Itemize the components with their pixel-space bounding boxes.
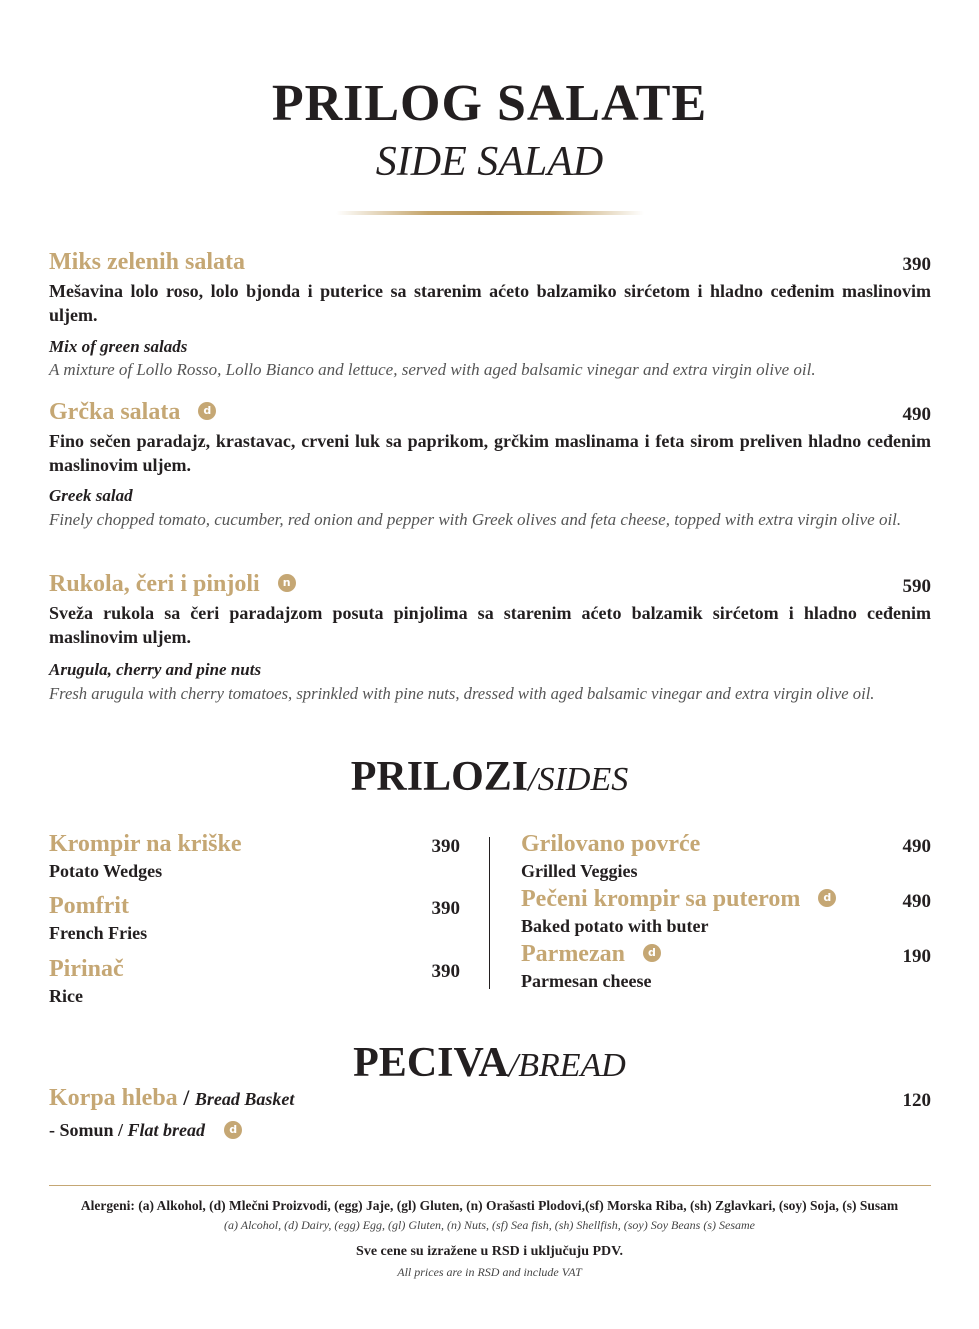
side-english-name: French Fries bbox=[49, 923, 148, 943]
dairy-allergen-icon: d bbox=[818, 889, 836, 907]
salad-description: Fino sečen paradajz, krastavac, crveni luk sa paprikom, grčkim maslinama i feta sirom preliven hladno ceđenim maslinovim uljem. bbox=[49, 431, 931, 475]
sides-title-italic: SIDES bbox=[537, 761, 629, 798]
sides-section-title bbox=[0, 753, 979, 801]
dairy-allergen-icon: d bbox=[643, 944, 661, 962]
side-price: 390 bbox=[431, 961, 460, 982]
side-english-name: Grilled Veggies bbox=[521, 861, 638, 881]
salad-english-description: Fresh arugula with cherry tomatoes, sprinkled with pine nuts, dressed with aged balsamic vinegar and extra virgin olive oil. bbox=[49, 684, 875, 703]
salad-english-name: Arugula, cherry and pine nuts bbox=[49, 660, 262, 679]
salad-english-name: Mix of green salads bbox=[49, 337, 188, 356]
page-subtitle: SIDE SALAD bbox=[375, 139, 604, 185]
side-english-name: Parmesan cheese bbox=[521, 971, 652, 991]
salad-english-description: Finely chopped tomato, cucumber, red onion and pepper with Greek olives and feta cheese, topped with extra virgin olive oil. bbox=[49, 510, 902, 529]
allergen-legend-english: (a) Alcohol, (d) Dairy, (egg) Egg, (gl) Gluten, (n) Nuts, (sf) Sea fish, (sh) Shellfish, (soy) Soy Beans (s) Sesame bbox=[223, 1218, 755, 1232]
salad-description: Sveža rukola sa čeri paradajzom posuta pinjolima sa starenim aćeto balzamik sirćetom i hladno ceđenim maslinovim uljem. bbox=[49, 603, 931, 647]
allergen-legend: Alergeni: (a) Alkohol, (d) Mlečni Proizvodi, (egg) Jaje, (gl) Gluten, (n) Orašasti Plodovi,(sf) Morska Riba, (sh) Zglavkari, (soy) Soja, (s) Susam bbox=[80, 1198, 899, 1213]
salad-name-text: Grčka salata bbox=[49, 399, 181, 425]
dairy-allergen-icon: d bbox=[224, 1121, 242, 1139]
salad-price: 390 bbox=[902, 254, 931, 275]
sides-title-slash: / bbox=[528, 761, 538, 798]
footer-divider bbox=[49, 1185, 931, 1186]
side-english-name: Potato Wedges bbox=[49, 861, 163, 881]
salad-english-name: Greek salad bbox=[49, 486, 133, 505]
side-name: Pomfrit bbox=[49, 893, 129, 919]
bread-item-english: Bread Basket bbox=[194, 1089, 295, 1109]
salad-price: 590 bbox=[902, 576, 931, 597]
side-price: 390 bbox=[431, 898, 460, 919]
side-name: Krompir na kriške bbox=[49, 831, 242, 857]
side-name: Grilovano povrće bbox=[521, 831, 701, 857]
salad-price: 490 bbox=[902, 404, 931, 425]
salad-name-text: Rukola, čeri i pinjoli bbox=[49, 571, 260, 597]
price-note-english: All prices are in RSD and include VAT bbox=[397, 1265, 582, 1279]
side-price: 190 bbox=[902, 946, 931, 967]
bread-subitem bbox=[49, 1120, 242, 1141]
side-price: 390 bbox=[431, 836, 460, 857]
salad-english-description: A mixture of Lollo Rosso, Lollo Bianco and lettuce, served with aged balsamic vinegar and extra virgin olive oil. bbox=[49, 360, 816, 379]
salad-name: Miks zelenih salata bbox=[49, 249, 245, 275]
bread-subitem-english: Flat bread bbox=[127, 1120, 206, 1140]
salad-description: Mešavina lolo roso, lolo bjonda i puterice sa starenim aćeto balzamiko sirćetom i hladno ceđenim maslinovim uljem. bbox=[49, 281, 931, 325]
side-name bbox=[521, 886, 836, 913]
bread-title-slash: / bbox=[508, 1047, 519, 1084]
bread-subitem-name: - Somun / bbox=[49, 1120, 128, 1140]
price-note: Sve cene su izražene u RSD i uključuju PDV. bbox=[356, 1244, 623, 1259]
side-english-name: Rice bbox=[49, 986, 83, 1006]
bread-title-italic: BREAD bbox=[518, 1047, 626, 1084]
salad-name bbox=[49, 571, 296, 598]
bread-title-bold: PECIVA bbox=[353, 1040, 509, 1086]
bread-price: 120 bbox=[902, 1090, 931, 1111]
side-name: Pirinač bbox=[49, 956, 124, 982]
bread-section-title bbox=[0, 1039, 979, 1087]
sides-title-bold: PRILOZI bbox=[350, 754, 529, 800]
side-name bbox=[521, 941, 661, 968]
column-divider bbox=[489, 837, 490, 989]
dairy-allergen-icon: d bbox=[198, 402, 216, 420]
bread-item-name: Korpa hleba bbox=[49, 1085, 178, 1111]
bread-item-separator: / bbox=[177, 1085, 195, 1110]
side-name-text: Pečeni krompir sa puterom bbox=[521, 886, 801, 912]
side-price: 490 bbox=[902, 836, 931, 857]
side-english-name: Baked potato with buter bbox=[521, 916, 709, 936]
salad-name bbox=[49, 399, 216, 426]
nuts-allergen-icon: n bbox=[278, 574, 296, 592]
bread-item bbox=[49, 1085, 294, 1112]
page-title: PRILOG SALATE bbox=[271, 75, 708, 132]
title-divider bbox=[336, 211, 644, 215]
side-price: 490 bbox=[902, 891, 931, 912]
side-name-text: Parmezan bbox=[521, 941, 625, 967]
